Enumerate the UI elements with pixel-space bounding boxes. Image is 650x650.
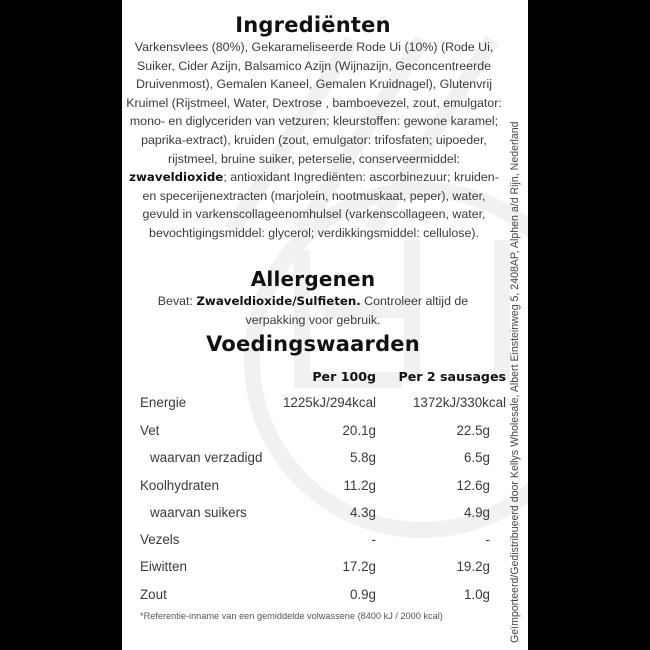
value-per-100g: 11.2g (343, 477, 376, 493)
value-per-portion: - (485, 532, 490, 548)
ingredients-heading: Ingrediënten (235, 13, 391, 37)
nutrient-name: Koolhydraten (140, 477, 219, 493)
nutrient-name: Eiwitten (140, 559, 187, 575)
allergens-prefix: Bevat: (157, 294, 197, 308)
reference-intake-footnote: *Referentie-inname van een gemiddelde volwassene (8400 kJ / 2000 kcal) (140, 611, 443, 621)
table-row-energie (140, 391, 506, 419)
value-per-100g: - (371, 532, 376, 548)
nutrient-name: Vet (140, 423, 160, 438)
column-header-per-portion: Per 2 sausages (398, 369, 506, 384)
allergens-suffix: Controleer altijd de verpakking voor gebruik. (245, 294, 469, 327)
value-per-portion: 6.5g (463, 450, 490, 466)
table-row-eiwitten (140, 555, 506, 582)
table-row-vet (140, 419, 506, 446)
product-label (122, 0, 528, 650)
table-row-vezels (140, 528, 506, 555)
ingredients-text-part-1: Varkensvlees (80%), Gekarameliseerde Rode Ui (10%) (Rode Ui, Suiker, Cider Azijn, Balsamico Azijn (Wijnazijn, Geconcentreerde Druivenmost), Gemalen Kaneel, Gemalen Kruidnagel), Glutenvrij Kruimel (Rijstmeel, Water, Dextrose , bamboevezel, zout, emulgator: mono- en diglyceriden van vetzuren; kleurstoffen: gewone karamel; paprika-extract), kruiden (zout, emulgator: trifosfaten; uipoeder, rijstmeel, bruine suiker, peterselie, conserveermiddel: (126, 40, 502, 166)
allergens-text (128, 292, 498, 329)
value-per-portion: 22.5g (456, 423, 490, 438)
importer-address-vertical: Geïmporteerd/Gedistribueerd door Kellys Wholesale, Albert Einsteinweg 5, 2408AP, Alphen a/d Rijn, Nederland (509, 121, 521, 643)
value-per-portion: 19.2g (456, 559, 490, 575)
value-per-portion: 12.6g (456, 477, 490, 493)
allergens-heading: Allergenen (250, 267, 376, 291)
table-row-verzadigd (140, 446, 506, 473)
nutrient-name: waarvan verzadigd (150, 450, 263, 466)
table-row-koolhydraten (140, 474, 506, 501)
ingredients-text (126, 38, 502, 243)
column-header-per-100g: Per 100g (312, 369, 376, 384)
allergens-highlight: Zwaveldioxide/Sulfieten. (196, 294, 361, 308)
table-row-suikers (140, 501, 506, 528)
value-per-100g: 1225kJ/294kcal (282, 395, 376, 410)
label-content (122, 0, 504, 650)
table-row-zout (140, 583, 506, 610)
nutrient-name: Vezels (140, 532, 180, 548)
ingredients-allergen-highlight: zwaveldioxide (129, 170, 224, 185)
nutrition-table (140, 365, 506, 610)
value-per-portion: 1.0g (463, 586, 490, 602)
value-per-portion: 1372kJ/330kcal (412, 395, 506, 410)
nutrition-heading: Voedingswaarden (206, 332, 420, 356)
value-per-100g: 17.2g (342, 559, 376, 575)
value-per-100g: 5.8g (349, 450, 376, 466)
value-per-100g: 4.3g (349, 504, 376, 520)
value-per-100g: 0.9g (349, 586, 376, 602)
nutrient-name: waarvan suikers (150, 504, 247, 520)
nutrient-name: Zout (140, 586, 167, 602)
ingredients-text-part-2: ; antioxidant Ingrediënten: ascorbinezuur; kruiden- en specerijenextracten (marjolein, nootmuskaat, peper), water, gevuld in varkenscollageenomhulsel (varkenscollageen, water, bevochtigingsmiddel: glycerol; verdikkingsmiddel: cellulose). (142, 170, 499, 240)
value-per-100g: 20.1g (342, 423, 376, 438)
value-per-portion: 4.9g (463, 504, 490, 520)
nutrient-name: Energie (140, 395, 187, 410)
nutrition-table-header (140, 365, 506, 391)
